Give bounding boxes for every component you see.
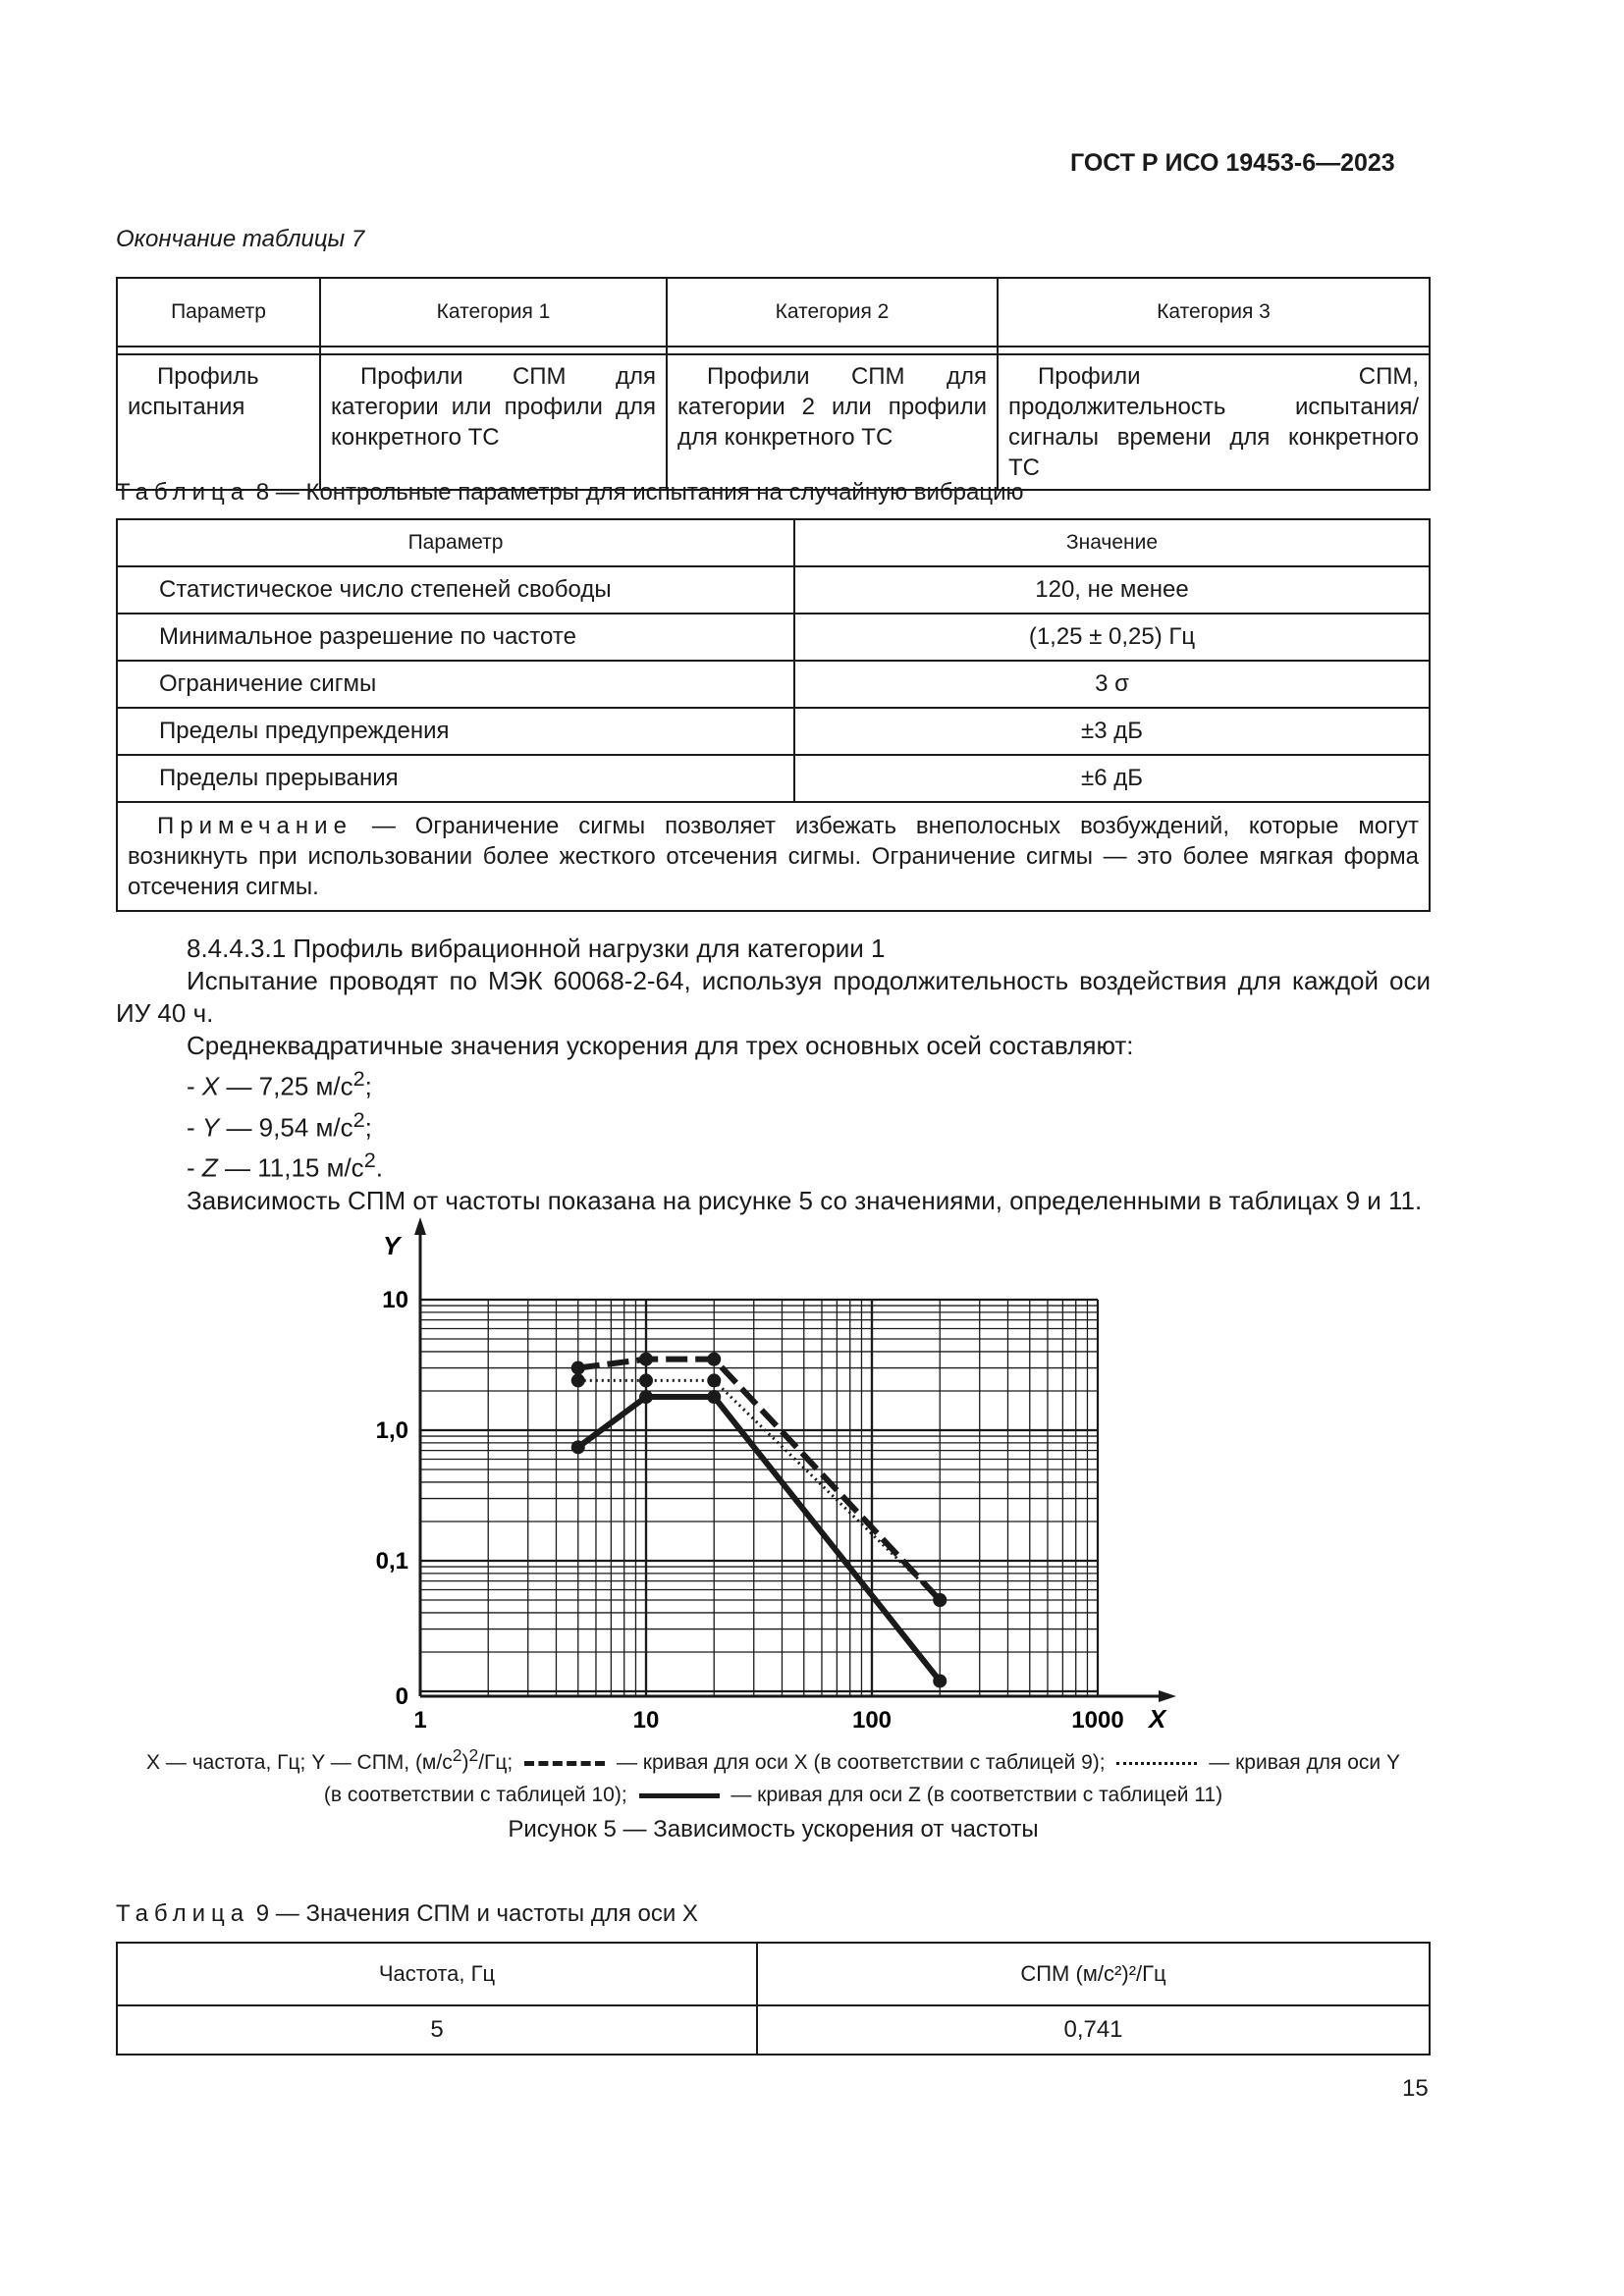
figure-caption: Рисунок 5 — Зависимость ускорения от частоты: [508, 1816, 1039, 1842]
psd-chart: [116, 1215, 1176, 1735]
figure-legend: X — частота, Гц; Y — СПМ, $(м/с^2)^2/Гц$; — кривая для оси X (в соответствии с таблицей 9); — кривая для оси Y (в соответствии с таблицей 10); — кривая для оси Z (в соответствии с таблицей 11): [146, 1745, 1400, 1806]
table-cell: Пределы прерывания: [117, 755, 794, 802]
table-row: [117, 708, 1430, 755]
table-row: [117, 614, 1430, 661]
table-cell: Минимальное разрешение по частоте: [117, 614, 794, 661]
table-cell: 5: [117, 2005, 757, 2055]
table-header-row: [117, 278, 1430, 347]
table-cell: 3 σ: [794, 661, 1430, 708]
table7-caption: Окончание таблицы 7: [116, 226, 365, 252]
paragraph: Испытание проводят по МЭК 60068-2-64, используя продолжительность воздействия для каждой оси ИУ 40 ч.: [116, 966, 1431, 1028]
table-cell: Статистическое число степеней свободы: [117, 566, 794, 614]
table-cell: ±6 дБ: [794, 755, 1430, 802]
data-point: [933, 1593, 947, 1607]
table-cell: 120, не менее: [794, 566, 1430, 614]
data-point: [933, 1674, 947, 1687]
data-point: [707, 1353, 721, 1366]
table-header-row: [117, 519, 1430, 566]
x-axis-label: X: [1149, 1704, 1166, 1734]
body-text: [116, 933, 1431, 1217]
y-axis-arrow-icon: [414, 1217, 426, 1235]
section-heading: 8.4.4.3.1 Профиль вибрационной нагрузки для категории 1: [187, 934, 886, 963]
data-point: [639, 1390, 653, 1404]
table-header-row: [117, 1943, 1430, 2005]
table-row: [117, 354, 1430, 490]
y-tick-label: 0,1: [375, 1548, 408, 1575]
legend-dotted-line-icon: [1116, 1762, 1197, 1765]
table-header-cell: СПМ (м/с²)²/Гц: [757, 1943, 1430, 2005]
table-header-cell: Категория 1: [320, 278, 667, 347]
y-axis-label: Y: [383, 1231, 401, 1260]
y-tick-label: 1,0: [375, 1417, 408, 1444]
table-row: [117, 755, 1430, 802]
document-code: ГОСТ Р ИСО 19453-6—2023: [1070, 149, 1395, 177]
legend-solid-line-icon: [639, 1793, 720, 1798]
table-cell: Профили СПМ для категории 2 или профили для конкретного ТС: [667, 354, 998, 490]
table-cell: Профиль испытания: [117, 354, 320, 490]
data-point: [571, 1373, 585, 1387]
y-tick-label: 0: [395, 1683, 408, 1710]
paragraph: Зависимость СПМ от частоты показана на рисунке 5 со значениями, определенными в таблицах 9 и 11.: [187, 1185, 1423, 1215]
paragraph: Среднеквадратичные значения ускорения для трех основных осей составляют:: [187, 1031, 1134, 1060]
data-point: [639, 1373, 653, 1387]
table-9: [116, 1942, 1431, 2056]
table-header-cell: Частота, Гц: [117, 1943, 757, 2005]
y-tick-label: 10: [382, 1287, 408, 1313]
table8-title: Таблица 8 — Контрольные параметры для испытания на случайную вибрацию: [116, 479, 1024, 506]
x-tick-label: 1000: [1071, 1707, 1124, 1734]
x-tick-label: 100: [851, 1707, 893, 1734]
table-cell: Профили СПМ для категории или профили для конкретного ТС: [320, 354, 667, 490]
legend-dashed-line-icon: [524, 1761, 605, 1766]
table-header-cell: Параметр: [117, 278, 320, 347]
table-cell: Ограничение сигмы: [117, 661, 794, 708]
table-header-cell: Категория 3: [998, 278, 1430, 347]
table-cell: Пределы предупреждения: [117, 708, 794, 755]
table-row: [117, 2005, 1430, 2055]
table-note-row: [117, 802, 1430, 911]
table-header-cell: Значение: [794, 519, 1430, 566]
series-line-dashed: [578, 1360, 940, 1600]
table-8: [116, 518, 1431, 912]
table-row: [117, 661, 1430, 708]
table-cell: (1,25 ± 0,25) Гц: [794, 614, 1430, 661]
list-item: - Z — 11,15 $м/с^2$.: [187, 1148, 383, 1183]
table-note: Примечание — Ограничение сигмы позволяет избежать внеполосных возбуждений, которые могут возникнуть при использовании более жесткого отсечения сигмы. Ограничение сигмы — это более мягкая форма отсечения сигмы.: [117, 802, 1430, 911]
table-cell: Профили СПМ, продолжительность испытания/сигналы времени для конкретного ТС: [998, 354, 1430, 490]
data-point: [571, 1440, 585, 1454]
table-header-cell: Категория 2: [667, 278, 998, 347]
data-point: [639, 1353, 653, 1366]
page-number: 15: [1402, 2075, 1429, 2102]
list-item: - X — 7,25 $м/с^2$;: [187, 1066, 372, 1101]
table9-title: Таблица 9 — Значения СПМ и частоты для оси X: [116, 1900, 698, 1927]
x-axis-arrow-icon: [1159, 1690, 1176, 1702]
data-point: [707, 1373, 721, 1387]
table-cell: 0,741: [757, 2005, 1430, 2055]
table-row: [117, 566, 1430, 614]
table-header-cell: Параметр: [117, 519, 794, 566]
x-tick-label: 1: [413, 1707, 427, 1734]
list-item: - Y — 9,54 $м/с^2$;: [187, 1106, 372, 1143]
data-point: [707, 1390, 721, 1404]
table-7: [116, 277, 1431, 491]
x-tick-label: 10: [632, 1707, 660, 1734]
table-cell: ±3 дБ: [794, 708, 1430, 755]
data-point: [571, 1362, 585, 1375]
